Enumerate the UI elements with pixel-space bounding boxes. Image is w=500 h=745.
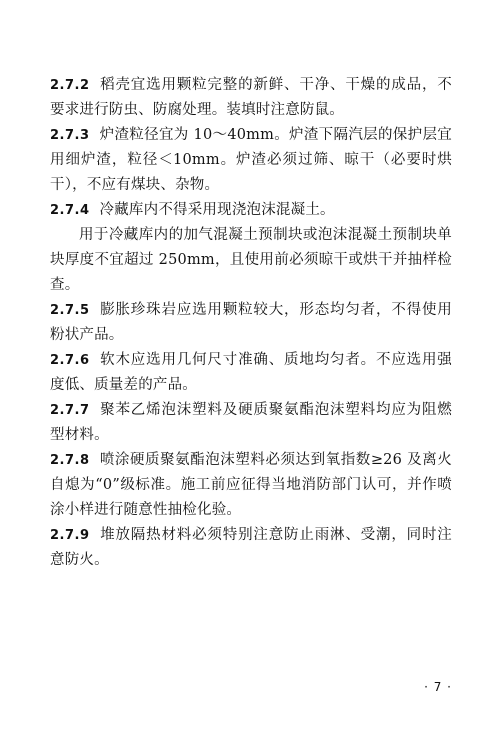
- clause-text: 软木应选用几何尺寸准确、质地均匀者。不应选用强度低、质量差的产品。: [50, 352, 452, 393]
- clause-text: 膨胀珍珠岩应选用颗粒较大，形态均匀者，不得使用粉状产品。: [50, 302, 452, 343]
- clause-2-7-2: [50, 73, 452, 123]
- clause-number: 2.7.8: [50, 453, 90, 468]
- clause-2-7-4-continuation: [50, 223, 452, 298]
- clause-2-7-7: [50, 398, 452, 448]
- clause-2-7-3: [50, 123, 452, 198]
- clause-2-7-4: [50, 198, 452, 223]
- clause-text: 炉渣粒径宜为 10～40mm。炉渣下隔汽层的保护层宜用细炉渣，粒径＜10mm。炉渣必须过筛、晾干（必要时烘干），不应有煤块、杂物。: [50, 127, 452, 193]
- clause-number: 2.7.5: [50, 303, 90, 318]
- clause-text: 冷藏库内不得采用现浇泡沫混凝土。: [99, 202, 335, 218]
- clause-text: 堆放隔热材料必须特别注意防止雨淋、受潮，同时注意防火。: [50, 527, 452, 568]
- clause-text: 喷涂硬质聚氨酯泡沫塑料必须达到氧指数≥26 及离火自熄为“0”级标准。施工前应征得当地消防部门认可，并作喷涂小样进行随意性抽检化验。: [50, 452, 452, 518]
- clause-number: 2.7.3: [50, 128, 90, 143]
- clause-2-7-5: [50, 298, 452, 348]
- clause-number: 2.7.2: [50, 78, 90, 93]
- page-number: · 7 ·: [424, 680, 452, 694]
- clause-text: 聚苯乙烯泡沫塑料及硬质聚氨酯泡沫塑料均应为阻燃型材料。: [50, 402, 452, 443]
- clause-text: 用于冷藏库内的加气混凝土预制块或泡沫混凝土预制块单块厚度不宜超过 250mm，且使用前必须晾干或烘干并抽样检查。: [50, 227, 452, 293]
- clause-number: 2.7.6: [50, 353, 90, 368]
- clause-number: 2.7.7: [50, 403, 90, 418]
- clause-2-7-6: [50, 348, 452, 398]
- page-body: [50, 73, 452, 573]
- clause-2-7-8: [50, 448, 452, 523]
- clause-2-7-9: [50, 523, 452, 573]
- clause-text: 稻壳宜选用颗粒完整的新鲜、干净、干燥的成品，不要求进行防虫、防腐处理。装填时注意防鼠。: [50, 77, 452, 118]
- clause-number: 2.7.4: [50, 203, 90, 218]
- clause-number: 2.7.9: [50, 528, 90, 543]
